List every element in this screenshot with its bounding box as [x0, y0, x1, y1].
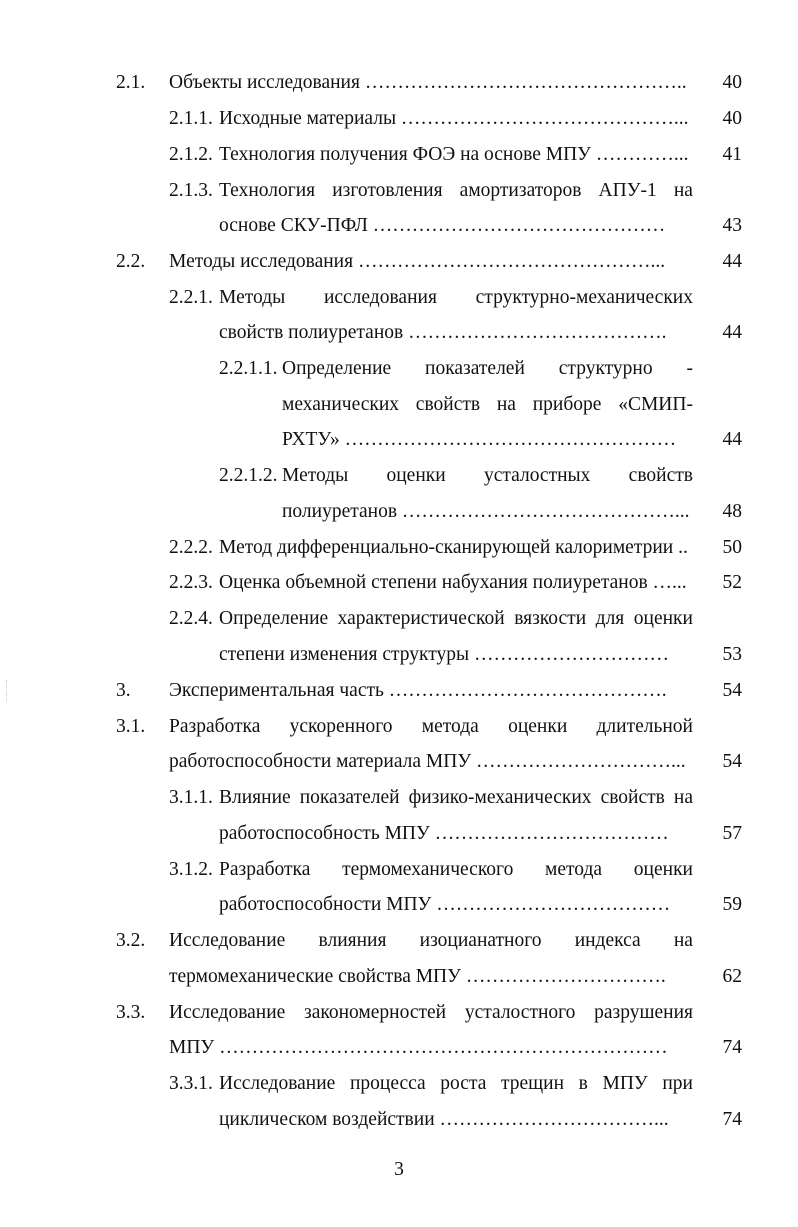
toc-title-continued: работоспособность МПУ ……………………………… — [219, 823, 669, 844]
toc-title-continued: работоспособности материала МПУ …………………………... — [169, 751, 686, 772]
toc-number: 2.2.4. — [169, 608, 213, 629]
toc-page: 62 — [722, 966, 742, 987]
toc-number: 2.2.1.2. — [219, 465, 278, 486]
toc-title: Объекты исследования ………………………………………….. — [169, 72, 687, 93]
toc-title: Исследование закономерностей усталостного разрушения — [169, 1002, 693, 1023]
toc-title: Технология получения ФОЭ на основе МПУ …………... — [219, 144, 689, 165]
toc-title: Исходные материалы ……………………………………... — [219, 108, 689, 129]
toc-page: 43 — [722, 215, 742, 236]
toc-title-continued: термомеханические свойства МПУ …………………………. — [169, 966, 666, 987]
toc-title-continued: циклическом воздействии ……………………………... — [219, 1109, 669, 1130]
toc-number: 2.2.1. — [169, 287, 213, 308]
toc-page: 57 — [722, 823, 742, 844]
toc-title: Методы исследования структурно-механических — [219, 287, 693, 308]
toc-page: 54 — [722, 751, 742, 772]
toc-title-continued: полиуретанов ……………………………………... — [282, 501, 690, 522]
toc-page: 44 — [722, 322, 742, 343]
toc-title: Оценка объемной степени набухания полиуретанов …... — [219, 572, 687, 593]
toc-page: 54 — [722, 680, 742, 701]
toc-title-continued: механических свойств на приборе «СМИП- — [282, 394, 693, 415]
toc-title: Экспериментальная часть ……………………………………. — [169, 680, 667, 701]
toc-number: 3.3. — [116, 1002, 146, 1023]
toc-number: 2.1. — [116, 72, 146, 93]
toc-page: 48 — [722, 501, 742, 522]
toc-title: Исследование влияния изоцианатного индекса на — [169, 930, 693, 951]
toc-number: 2.2.1.1. — [219, 358, 278, 379]
toc-title-continued: МПУ …………………………………………………………… — [169, 1037, 668, 1058]
toc-page: 44 — [722, 429, 742, 450]
toc-number: 3.1. — [116, 716, 146, 737]
toc-page: 74 — [722, 1037, 742, 1058]
toc-number: 2.1.2. — [169, 144, 213, 165]
toc-number: 2.1.3. — [169, 180, 213, 201]
toc-page: 40 — [722, 72, 742, 93]
toc-title: Технология изготовления амортизаторов АПУ-1 на — [219, 180, 693, 201]
toc-page: 53 — [722, 644, 742, 665]
toc-title: Определение характеристической вязкости для оценки — [219, 608, 693, 629]
toc-title: Методы исследования ………………………………………... — [169, 251, 666, 272]
toc-title: Методы оценки усталостных свойств — [282, 465, 693, 486]
toc-title-continued: основе СКУ-ПФЛ ……………………………………… — [219, 215, 666, 236]
scan-margin-mark — [6, 680, 13, 702]
toc-number: 2.2.2. — [169, 537, 213, 558]
toc-number: 3.2. — [116, 930, 146, 951]
toc-number: 3.1.1. — [169, 787, 213, 808]
toc-title: Разработка термомеханического метода оценки — [219, 859, 693, 880]
toc-title-continued: свойств полиуретанов …………………………………. — [219, 322, 667, 343]
toc-number: 2.2. — [116, 251, 146, 272]
toc-title-continued: РХТУ» …………………………………………… — [282, 429, 677, 450]
toc-title: Метод дифференциально-сканирующей калориметрии .. — [219, 537, 688, 558]
toc-page: 44 — [722, 251, 742, 272]
toc-number: 3. — [116, 680, 131, 701]
page-number: 3 — [394, 1159, 404, 1180]
toc-page: 41 — [722, 144, 742, 165]
toc-title-continued: работоспособности МПУ ……………………………… — [219, 894, 671, 915]
toc-title: Исследование процесса роста трещин в МПУ при — [219, 1073, 693, 1094]
toc-number: 3.1.2. — [169, 859, 213, 880]
toc-page: 59 — [722, 894, 742, 915]
toc-number: 2.1.1. — [169, 108, 213, 129]
toc-title-continued: степени изменения структуры ………………………… — [219, 644, 669, 665]
toc-page: 50 — [722, 537, 742, 558]
toc-title: Разработка ускоренного метода оценки длительной — [169, 716, 693, 737]
toc-page: 74 — [722, 1109, 742, 1130]
toc-number: 3.3.1. — [169, 1073, 213, 1094]
toc-title: Влияние показателей физико-механических свойств на — [219, 787, 693, 808]
toc-page: 40 — [722, 108, 742, 129]
toc-number: 2.2.3. — [169, 572, 213, 593]
toc-page: 52 — [722, 572, 742, 593]
toc-title: Определение показателей структурно - — [282, 358, 693, 379]
